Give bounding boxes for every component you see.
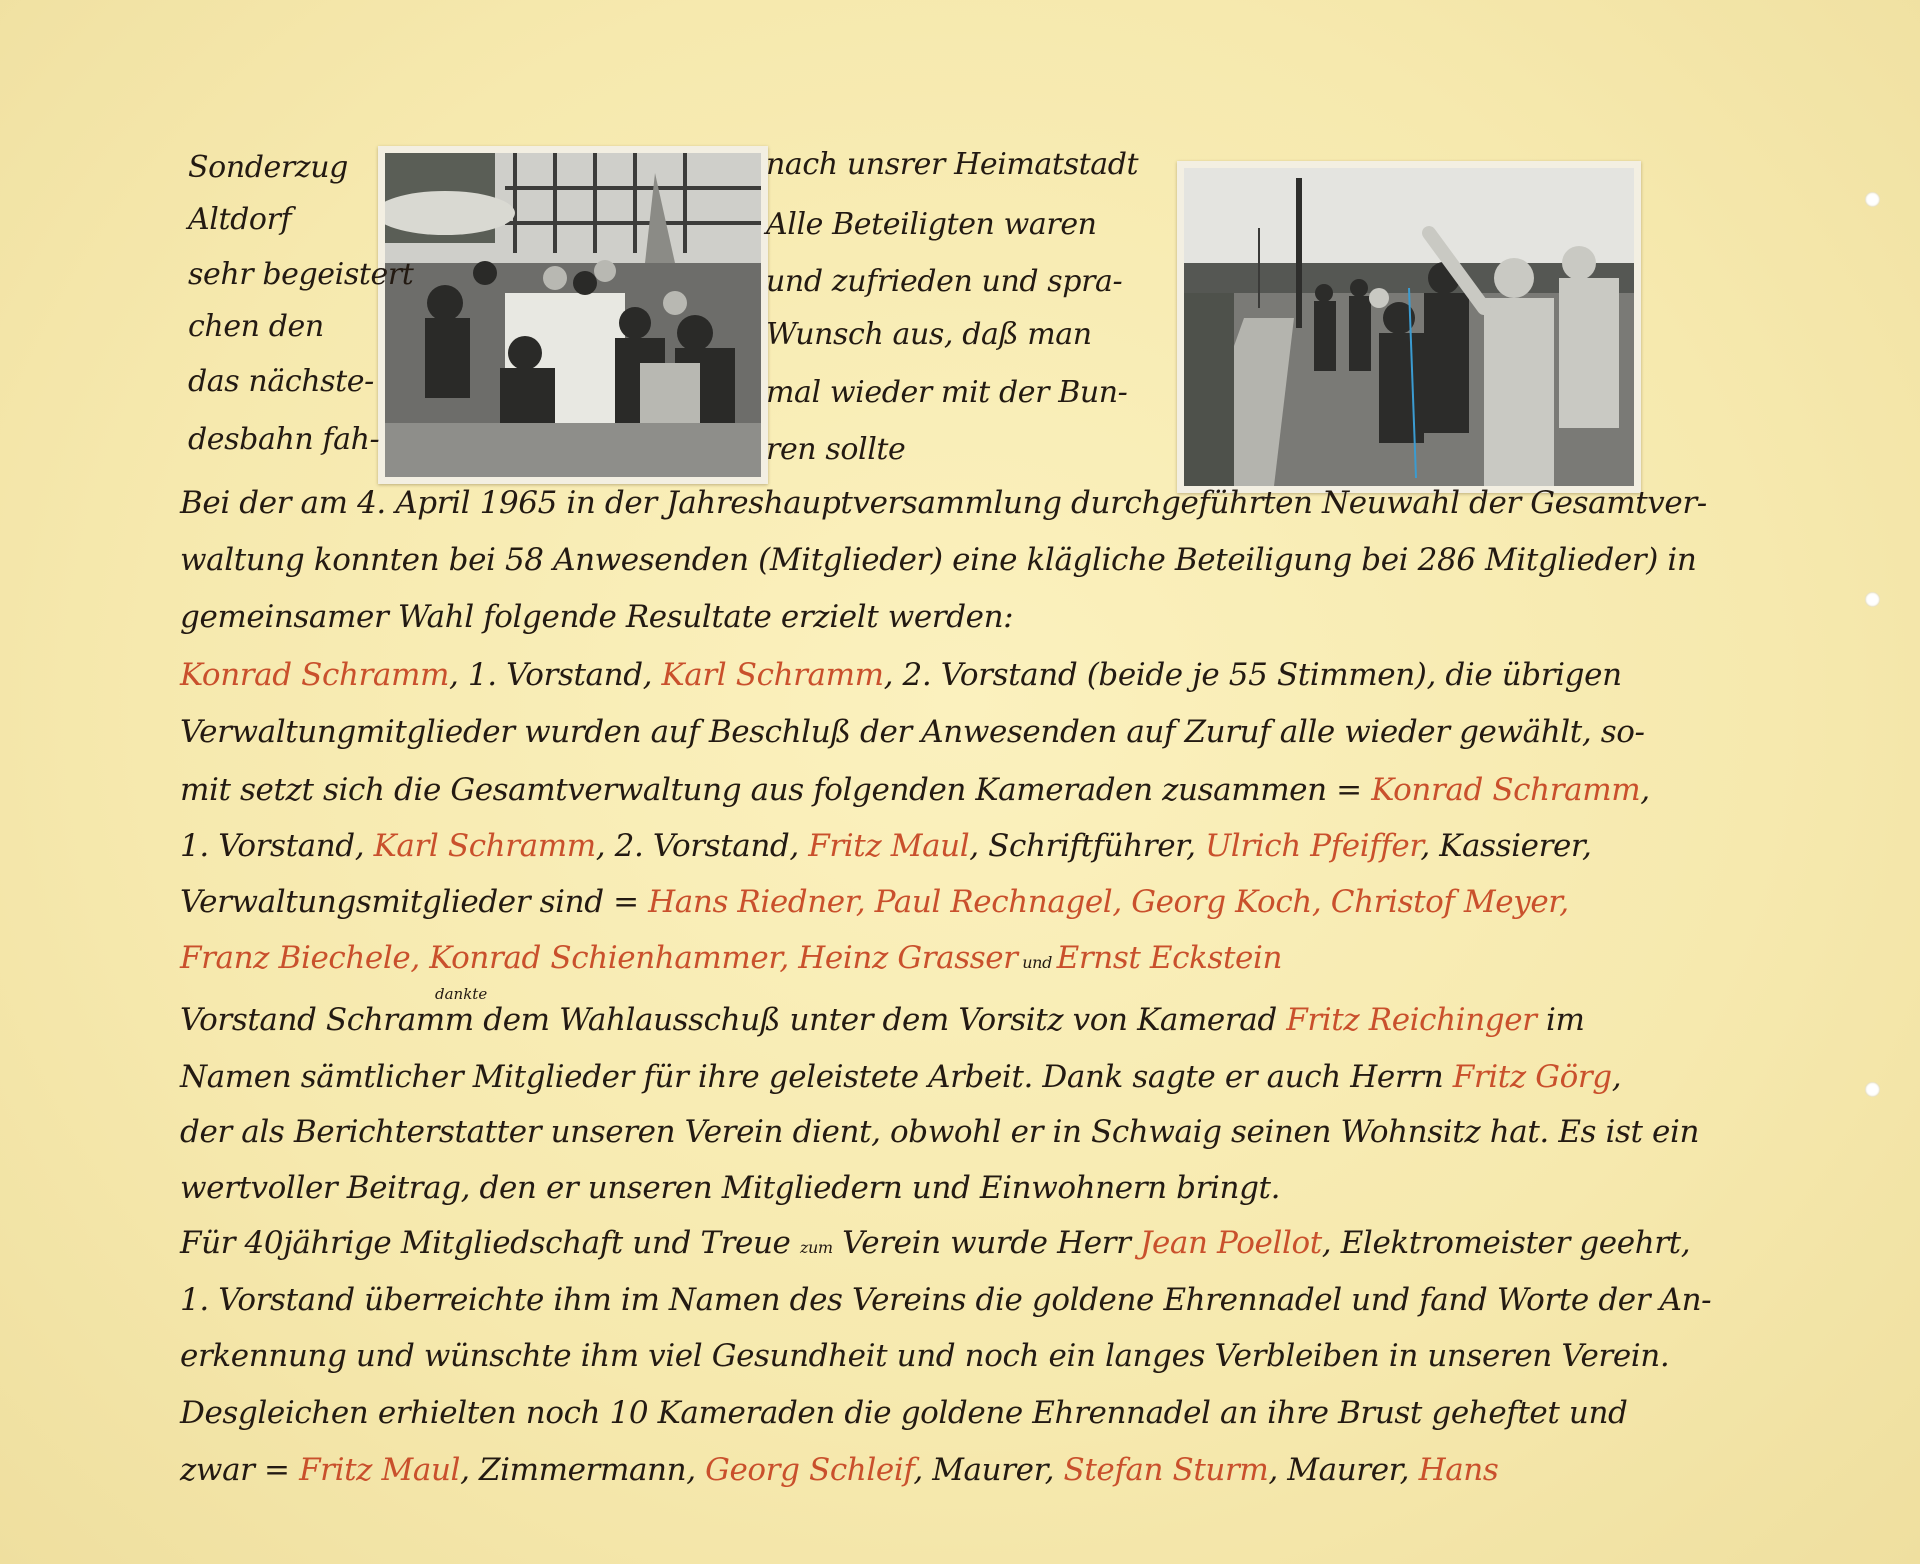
text-line	[180, 938, 1670, 983]
text-line	[180, 770, 1670, 810]
text-line: wertvoller Beitrag, den er unseren Mitgliedern und Einwohnern bringt.	[180, 1170, 1281, 1206]
member-name: Karl Schramm	[373, 828, 596, 864]
member-name: Jean Poellot	[1139, 1225, 1322, 1261]
text-line: 1. Vorstand überreichte ihm im Namen des Vereins die goldene Ehrennadel und fand Worte der An-	[180, 1282, 1712, 1318]
member-name: Konrad Schramm	[180, 657, 450, 693]
inserted-word: dankte	[435, 985, 488, 1003]
text-run: , Maurer,	[1268, 1452, 1419, 1488]
punch-hole	[1865, 1082, 1880, 1097]
text-line: gemeinsamer Wahl folgende Resultate erzielt werden:	[180, 599, 1014, 635]
member-name: Karl Schramm	[661, 657, 884, 693]
text-run: , Zimmermann,	[460, 1452, 706, 1488]
text-run: Verein wurde Herr	[832, 1225, 1140, 1261]
text-line	[180, 1057, 1670, 1097]
text-run: ,	[1611, 1059, 1622, 1095]
member-name: Hans Riedner, Paul Rechnagel, Georg Koch, Christof Meyer,	[648, 884, 1569, 920]
text-line: der als Berichterstatter unseren Verein dient, obwohl er in Schwaig seinen Wohnsitz hat. Es ist ein	[180, 1114, 1700, 1150]
text-line: waltung konnten bei 58 Anwesenden (Mitglieder) eine klägliche Beteiligung bei 286 Mitglieder) in	[180, 542, 1697, 578]
text-run: , Maurer,	[913, 1452, 1064, 1488]
member-name: Hans	[1418, 1452, 1499, 1488]
text-run: Verwaltungsmitglieder sind =	[180, 884, 649, 920]
text-run: , 1. Vorstand,	[449, 657, 662, 693]
member-name: Fritz Görg	[1452, 1059, 1612, 1095]
text-line: Desgleichen erhielten noch 10 Kameraden die goldene Ehrennadel an ihre Brust geheftet und	[180, 1395, 1628, 1431]
text-run: Für 40jährige Mitgliedschaft und Treue	[180, 1225, 800, 1261]
text-run: mit setzt sich die Gesamtverwaltung aus folgenden Kameraden zusammen =	[180, 772, 1372, 808]
text-line: Verwaltungmitglieder wurden auf Beschluß der Anwesenden auf Zuruf alle wieder gewählt, so-	[180, 714, 1645, 750]
side-line: desbahn fah-	[188, 422, 380, 457]
text-run: 1. Vorstand,	[180, 828, 374, 864]
text-run: , 2. Vorstand (beide je 55 Stimmen), die übrigen	[883, 657, 1622, 693]
text-run: ,	[1640, 772, 1650, 808]
member-name: Fritz Reichinger	[1286, 1002, 1537, 1038]
text-run: und	[1017, 953, 1057, 972]
text-line	[180, 826, 1670, 866]
text-run: zwar =	[180, 1452, 300, 1488]
member-name: Stefan Sturm	[1063, 1452, 1269, 1488]
text-line: Bei der am 4. April 1965 in der Jahreshauptversammlung durchgeführten Neuwahl der Gesamtver-	[180, 485, 1707, 521]
member-name: Ernst Eckstein	[1056, 940, 1283, 976]
text-run: im	[1536, 1002, 1585, 1038]
punch-hole	[1865, 192, 1880, 207]
text-run: Vorstand Schramm	[180, 1002, 484, 1038]
text-run: zum	[799, 1238, 833, 1257]
side-line: chen den	[188, 309, 324, 344]
side-line: nach unsrer Heimatstadt	[766, 147, 1139, 182]
punch-hole	[1865, 592, 1880, 607]
text-line	[180, 1000, 1670, 1040]
side-line: mal wieder mit der Bun-	[766, 375, 1128, 410]
text-run: dem Wahlausschuß unter dem Vorsitz von Kamerad	[483, 1002, 1287, 1038]
member-name: Georg Schleif	[705, 1452, 914, 1488]
text-line	[180, 655, 1670, 695]
text-line: erkennung und wünschte ihm viel Gesundheit und noch ein langes Verbleiben in unseren Verein.	[180, 1338, 1670, 1374]
text-run: , Kassierer,	[1420, 828, 1592, 864]
text-run: , Elektromeister geehrt,	[1321, 1225, 1691, 1261]
member-name: Fritz Maul	[299, 1452, 461, 1488]
side-line: das nächste-	[188, 364, 374, 399]
text-run: , Schriftführer,	[969, 828, 1206, 864]
side-line: Alle Beteiligten waren	[766, 207, 1097, 242]
member-name: Konrad Schramm	[1371, 772, 1641, 808]
text-run: Namen sämtlicher Mitglieder für ihre geleistete Arbeit. Dank sagte er auch Herrn	[180, 1059, 1453, 1095]
side-line: sehr begeistert	[188, 257, 414, 292]
text-run: , 2. Vorstand,	[595, 828, 809, 864]
side-line: Altdorf	[188, 202, 292, 237]
side-line: ren sollte	[766, 432, 906, 467]
member-name: Fritz Maul	[808, 828, 970, 864]
side-line: Sonderzug	[188, 150, 348, 185]
text-line	[180, 1223, 1691, 1268]
side-line: und zufrieden und spra-	[766, 264, 1123, 299]
text-line	[180, 882, 1670, 922]
member-name: Ulrich Pfeiffer	[1205, 828, 1421, 864]
side-line: Wunsch aus, daß man	[766, 317, 1092, 352]
text-line	[180, 1450, 1670, 1490]
member-name: Franz Biechele, Konrad Schienhammer, Heinz Grasser	[180, 940, 1018, 976]
